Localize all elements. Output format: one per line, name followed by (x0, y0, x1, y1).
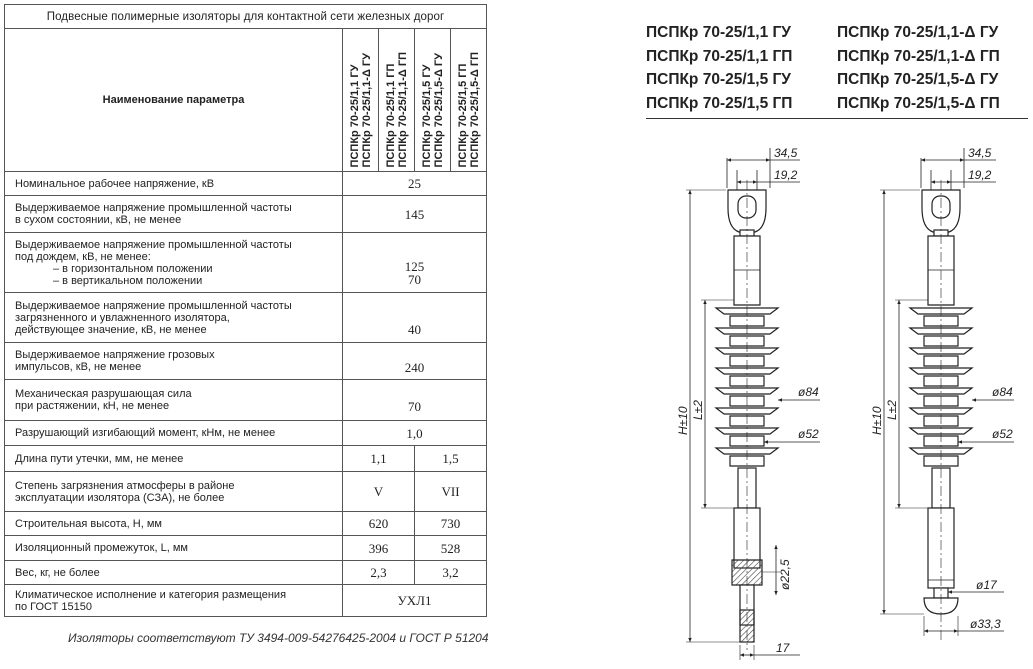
param-text: Строительная высота, Н, мм (15, 517, 162, 530)
model-header-4-line-2: ПСПКр 70-25/1,5-Δ ГП (468, 51, 481, 167)
model-row (646, 71, 1028, 95)
dim-gap-left: L±2 (691, 400, 705, 420)
model-name: ПСПКр 70-25/1,1 ГУ (646, 24, 791, 41)
param-cell (5, 196, 343, 233)
model-name: ПСПКр 70-25/1,5 ГУ (646, 71, 791, 88)
model-header-2 (379, 29, 415, 172)
model-header-3-line-1: ПСПКр 70-25/1,5 ГУ (420, 64, 433, 167)
value-cell: 3,2 (415, 561, 487, 585)
param-text: эксплуатации изолятора (СЗА), не более (15, 491, 225, 504)
model-header-2-line-1: ПСПКр 70-25/1,1 ГП (384, 63, 397, 167)
param-cell (5, 446, 343, 472)
model-name: ПСПКр 70-25/1,5 ГП (646, 94, 793, 112)
param-text: Разрушающий изгибающий момент, кНм, не менее (15, 427, 276, 439)
param-text: под дождем, кВ, не менее: (15, 250, 151, 263)
table-title-row (5, 5, 487, 29)
dia-end-bottom-right: ø33,3 (970, 617, 1001, 631)
table-row (5, 233, 487, 293)
value-cell: VII (415, 472, 487, 512)
table-row (5, 293, 487, 343)
dim-gap-right: L±2 (885, 400, 899, 420)
dia-end-left: ø22,5 (778, 559, 792, 590)
param-cell (5, 380, 343, 421)
param-text: Выдерживаемое напряжение промышленной частоты (15, 202, 292, 214)
value-sub: 70 (408, 272, 422, 287)
dim-top-inner-left: 19,2 (774, 168, 798, 182)
table-row (5, 446, 487, 472)
insulator-drawing (660, 140, 1032, 665)
value-cell: 620 (343, 512, 415, 536)
model-row (646, 24, 1028, 48)
value-cell (343, 233, 487, 293)
model-header-2-line-2: ПСПКр 70-25/1,1-Δ ГП (396, 51, 409, 167)
value-text: 240 (404, 360, 425, 375)
param-text: Вес, кг, не более (15, 566, 100, 579)
footnote: Изоляторы соответствуют ТУ 3494-009-54276425-2004 и ГОСТ Р 51204 (68, 631, 489, 645)
model-name: ПСПКр 70-25/1,1-Δ ГП (837, 47, 1000, 65)
model-list (646, 24, 1028, 118)
model-header-1 (343, 29, 379, 172)
value-cell: 1,5 (415, 446, 487, 472)
model-header-3 (415, 29, 451, 172)
table-row (5, 172, 487, 196)
model-header-4-line-1: ПСПКр 70-25/1,5 ГП (456, 63, 469, 167)
table-row (5, 380, 487, 421)
table-row (5, 343, 487, 380)
table-row (5, 585, 487, 617)
value-cell: 1,1 (343, 446, 415, 472)
model-name: ПСПКр 70-25/1,1-Δ ГУ (837, 24, 999, 41)
model-header-1-line-1: ПСПКр 70-25/1,1 ГУ (348, 64, 361, 167)
table-row (5, 536, 487, 561)
table-row (5, 196, 487, 233)
dia-shed-large-left: ø84 (798, 385, 819, 399)
value-cell: 528 (415, 536, 487, 561)
param-text: Выдерживаемое напряжение промышленной частоты (15, 238, 292, 251)
dim-height-left: H±10 (676, 406, 690, 435)
table-row (5, 472, 487, 512)
param-text: загрязненного и увлажненного изолятора, (15, 311, 230, 324)
value-cell: 2,3 (343, 561, 415, 585)
table-row (5, 421, 487, 446)
insulator-left (686, 148, 820, 660)
value-cell (343, 380, 487, 421)
table-header-row (5, 29, 487, 172)
param-cell (5, 421, 343, 446)
param-cell (5, 585, 343, 617)
value-cell (343, 293, 487, 343)
value-cell: 1,0 (343, 421, 487, 446)
dia-shed-large-right: ø84 (992, 385, 1013, 399)
param-cell (5, 293, 343, 343)
param-text: в сухом состоянии, кВ, не менее (15, 214, 182, 226)
param-text: Выдерживаемое напряжение грозовых (15, 349, 215, 361)
value-cell: УХЛ1 (343, 585, 487, 617)
value-cell: 396 (343, 536, 415, 561)
value-text: 70 (408, 399, 422, 414)
dim-top-inner-right: 19,2 (968, 168, 992, 182)
value-cell: V (343, 472, 415, 512)
param-header: Наименование параметра (5, 29, 343, 172)
model-name: ПСПКр 70-25/1,1 ГП (646, 47, 793, 65)
param-cell (5, 233, 343, 293)
value-cell (343, 343, 487, 380)
param-text: импульсов, кВ, не менее (15, 361, 142, 373)
param-subitem: – в вертикальном положении (53, 274, 203, 287)
param-cell (5, 172, 343, 196)
value-text: 40 (408, 322, 422, 337)
param-text: действующее значение, кВ, не менее (15, 323, 207, 336)
model-name: ПСПКр 70-25/1,5-Δ ГУ (837, 71, 999, 88)
value-cell: 730 (415, 512, 487, 536)
value-sub: 125 (404, 259, 425, 274)
table-row (5, 561, 487, 585)
value-cell: 145 (343, 196, 487, 233)
param-text: Механическая разрушающая сила (15, 388, 192, 400)
param-text: Выдерживаемое напряжение промышленной частоты (15, 299, 292, 312)
model-name: ПСПКр 70-25/1,5-Δ ГП (837, 94, 1000, 112)
param-text: Длина пути утечки, мм, не менее (15, 452, 184, 465)
dia-end-top-right: ø17 (976, 578, 997, 592)
param-cell (5, 343, 343, 380)
param-cell (5, 472, 343, 512)
table-row (5, 512, 487, 536)
dim-top-outer-left: 34,5 (774, 146, 798, 160)
param-text: при растяжении, кН, не менее (15, 400, 170, 412)
param-text: Климатическое исполнение и категория размещения (15, 588, 287, 601)
param-cell (5, 561, 343, 585)
dim-height-right: H±10 (870, 406, 884, 435)
dia-shed-small-right: ø52 (992, 427, 1013, 441)
table-title: Подвесные полимерные изоляторы для контактной сети железных дорог (5, 5, 487, 29)
param-text: Номинальное рабочее напряжение, кВ (15, 177, 215, 190)
dia-shed-small-left: ø52 (798, 427, 819, 441)
divider (646, 118, 1028, 119)
param-cell (5, 536, 343, 561)
param-cell (5, 512, 343, 536)
model-header-1-line-2: ПСПКр 70-25/1,1-Δ ГУ (360, 52, 373, 167)
param-text: по ГОСТ 15150 (15, 600, 92, 613)
param-text: Степень загрязнения атмосферы в районе (15, 479, 235, 492)
dim-end-left: 17 (776, 641, 790, 655)
model-header-3-line-2: ПСПКр 70-25/1,5-Δ ГУ (432, 52, 445, 167)
model-row (646, 95, 1028, 119)
param-text: Изоляционный промежуток, L, мм (15, 542, 188, 554)
dim-top-outer-right: 34,5 (968, 146, 992, 160)
value-cell: 25 (343, 172, 487, 196)
model-row (646, 48, 1028, 72)
spec-table (4, 4, 487, 617)
param-subitem: – в горизонтальном положении (53, 262, 213, 275)
model-header-4 (451, 29, 487, 172)
